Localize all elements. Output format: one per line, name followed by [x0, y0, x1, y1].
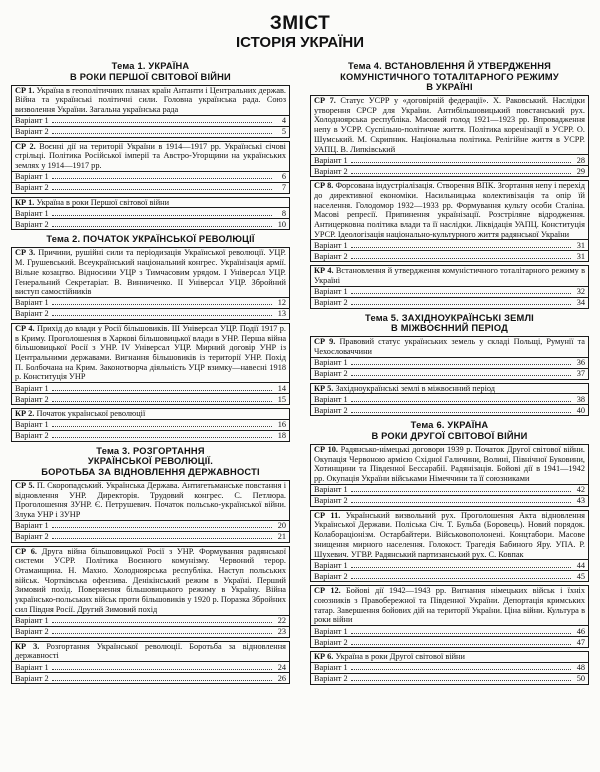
page-number: 4	[281, 116, 286, 126]
page-number: 34	[576, 298, 585, 308]
variant-row[interactable]	[11, 298, 290, 309]
lesson-entry[interactable]	[310, 265, 589, 286]
variant-label: Варіант 1	[314, 394, 348, 404]
lesson-description: Україна в роки Другої світової війни	[335, 652, 465, 662]
topic-title-line: КОМУНІСТИЧНОГО ТОТАЛІТАРНОГО РЕЖИМУ	[340, 71, 559, 82]
variant-row[interactable]	[11, 521, 290, 532]
page-number: 44	[576, 560, 585, 570]
lesson-entry[interactable]	[11, 408, 290, 420]
variant-row[interactable]	[11, 420, 290, 431]
topic-title	[310, 60, 589, 94]
lesson-code: СР 9.	[314, 337, 336, 347]
lesson-description: Воєнні дії на території України в 1914—1917 рр. Українські січові стрільці. Політика Російської імперії та Австро-Угорщини на українських землях у 1914—1917 рр.	[15, 141, 286, 171]
topic-title-line: В РОКИ ПЕРШОЇ СВІТОВОЇ ВІЙНИ	[70, 71, 231, 82]
topic-title-line: Тема 2. ПОЧАТОК УКРАЇНСЬКОЇ РЕВОЛЮЦІЇ	[46, 234, 255, 245]
page-number: 37	[576, 369, 585, 379]
dot-leader	[52, 532, 272, 539]
variant-label: Варіант 2	[314, 637, 348, 647]
variant-label: Варіант 2	[314, 369, 348, 379]
lesson-code: КР 3.	[15, 641, 40, 651]
lesson-code: СР 6.	[15, 546, 37, 556]
variant-row[interactable]	[310, 626, 589, 637]
variant-row[interactable]	[11, 183, 290, 194]
topic-title-line: Тема 1. УКРАЇНА	[111, 61, 190, 71]
lesson-entry[interactable]	[310, 95, 589, 155]
dot-leader	[52, 431, 272, 438]
dot-leader	[52, 395, 272, 402]
page-number: 15	[277, 394, 286, 404]
lesson-code: СР 2.	[15, 141, 36, 151]
variant-label: Варіант 2	[314, 674, 348, 684]
lesson-entry[interactable]	[11, 480, 290, 521]
variant-row[interactable]	[11, 394, 290, 405]
entry-gap	[11, 684, 290, 687]
lesson-code: СР 5.	[15, 480, 35, 490]
lesson-description: Український визвольний рух. Проголошення Акта відновлення Української Держави. Поліська Січ. Т. Бульба (Боровець). Новий порядок. Колабораціонізм. Остарбайтери. Військовополонені. Концтабори. Масове знищення мирного населення. Голокост. Трагедія Бабиного Яру. УПА. Р. Шухевич. УГВР. Радянський партизанський рух. С. Ковпак	[314, 510, 585, 559]
variant-label: Варіант 1	[15, 521, 49, 531]
lesson-code: КР 6.	[314, 652, 334, 662]
page-subtitle: ІСТОРІЯ УКРАЇНИ	[236, 34, 364, 51]
variant-label: Варіант 1	[314, 287, 348, 297]
variant-label: Варіант 2	[314, 405, 348, 415]
page-number: 38	[576, 394, 585, 404]
page-number: 16	[277, 420, 286, 430]
left-column	[11, 60, 290, 687]
lesson-entry[interactable]	[11, 641, 290, 662]
variant-row[interactable]	[310, 571, 589, 582]
variant-label: Варіант 2	[314, 251, 348, 261]
lesson-description: Західноукраїнські землі в міжвоєнний період	[335, 383, 496, 393]
lesson-description: Статус УСРР у «договірній федерації». Х. Раковський. Наслідки утворення СРСР для України. Антибільшовицький повстанський рух. Холодноярська республіка. Масовий голод 1921—1923 рр. Впровадження непу в УСРР. Суспільно-політичне життя. Політика коренізації в УСРР. О. Шумський. М. Скрипник. Національна політика. Релігійне життя в УСРР. УАПЦ. В. Липківський	[314, 96, 585, 154]
lesson-code: СР 7.	[314, 96, 336, 105]
dot-leader	[351, 406, 571, 413]
dot-leader	[351, 241, 571, 248]
dot-leader	[52, 309, 272, 316]
dot-leader	[351, 627, 571, 634]
entry-gap	[310, 685, 589, 688]
dot-leader	[52, 384, 272, 391]
topic-title-line: БОРОТЬБА ЗА ВІДНОВЛЕННЯ ДЕРЖАВНОСТІ	[41, 466, 260, 477]
topic-title-line: Тема 5. ЗАХІДНОУКРАЇНСЬКІ ЗЕМЛІ	[365, 312, 534, 323]
variant-label: Варіант 2	[314, 166, 348, 176]
dot-leader	[52, 220, 272, 227]
variant-row[interactable]	[310, 369, 589, 380]
variant-row[interactable]	[11, 208, 290, 219]
lesson-entry[interactable]	[11, 323, 290, 383]
variant-row[interactable]	[310, 240, 589, 251]
lesson-code: КР 2.	[15, 409, 35, 419]
dot-leader	[52, 209, 272, 216]
dot-leader	[52, 627, 272, 634]
page-number: 13	[277, 309, 286, 319]
variant-row[interactable]	[11, 309, 290, 320]
lesson-description: Правовий статус українських земель у складі Польщі, Румунії та Чехословаччини	[314, 337, 585, 357]
variant-row[interactable]	[310, 674, 589, 685]
variant-label: Варіант 1	[15, 298, 49, 308]
page-number: 31	[576, 251, 585, 261]
lesson-description: Радянсько-німецькі договори 1939 р. Початок Другої світової війни. Окупація Червоною армією Східної Галичини, Волині, Північної Буковини, Хотинщини та Південної Бессарабії. Радянізація. Бойові дії в 1941—1942 рр. Окупація України військами Німеччини та її союзниками	[314, 444, 585, 484]
lesson-code: КР 4.	[314, 266, 334, 276]
variant-label: Варіант 2	[15, 219, 49, 229]
page-number: 32	[576, 287, 585, 297]
variant-row[interactable]	[310, 560, 589, 571]
lesson-code: СР 12.	[314, 586, 341, 596]
page-number: 8	[281, 208, 286, 218]
dot-leader	[351, 395, 571, 402]
dot-leader	[52, 674, 272, 681]
variant-row[interactable]	[310, 166, 589, 177]
page-number: 48	[576, 663, 585, 673]
page-number: 40	[576, 405, 585, 415]
variant-label: Варіант 1	[314, 663, 348, 673]
dot-leader	[351, 369, 571, 376]
page-number: 29	[576, 166, 585, 176]
topic-title-line: Тема 4. ВСТАНОВЛЕННЯ Й УТВЕРДЖЕННЯ	[348, 61, 551, 71]
variant-row[interactable]	[11, 172, 290, 183]
dot-leader	[52, 127, 272, 134]
lesson-description: Встановлення й утвердження комуністичного тоталітарного режиму в Україні	[314, 266, 585, 286]
variant-label: Варіант 2	[314, 571, 348, 581]
page-number: 26	[277, 673, 286, 683]
page-number: 7	[281, 183, 286, 193]
lesson-entry[interactable]	[11, 141, 290, 172]
variant-row[interactable]	[11, 673, 290, 684]
dot-leader	[351, 167, 571, 174]
page-number: 28	[576, 155, 585, 165]
variant-label: Варіант 2	[15, 309, 49, 319]
lesson-entry[interactable]	[310, 585, 589, 626]
dot-leader	[52, 616, 272, 623]
page-number: 43	[576, 496, 585, 506]
lesson-entry[interactable]	[310, 180, 589, 240]
variant-label: Варіант 1	[314, 485, 348, 495]
variant-label: Варіант 1	[314, 626, 348, 636]
variant-row[interactable]	[11, 127, 290, 138]
variant-label: Варіант 2	[15, 673, 49, 683]
lesson-description: Прихід до влади у Росії більшовиків. III Універсал УЦР. Події 1917 р. в Криму. Проголошення в Харкові більшовицької влади в УНР. Перша війна більшовицької Росії з УНР. IV Універсал УЦР. Мирний договір УНР із Центральними державами. Вигнання більшовиків із території УНР. Похід П. Болбочана на Крим. Законотворча діяльність УЦР взимку—навесні 1918 р. Конституція УНР	[15, 323, 287, 382]
dot-leader	[52, 298, 272, 305]
right-column	[310, 60, 589, 688]
lesson-description: Початок української революції	[36, 409, 146, 419]
lesson-entry[interactable]	[310, 336, 589, 357]
lesson-entry[interactable]	[11, 85, 290, 116]
variant-label: Варіант 1	[15, 662, 49, 672]
dot-leader	[351, 358, 571, 365]
variant-label: Варіант 2	[15, 183, 49, 193]
topic-title	[310, 312, 589, 335]
variant-label: Варіант 2	[314, 298, 348, 308]
topic-title	[310, 419, 589, 442]
variant-label: Варіант 1	[314, 240, 348, 250]
topic-title-line: В УКРАЇНІ	[426, 82, 473, 92]
page-number: 23	[277, 627, 286, 637]
toc-header	[0, 14, 600, 51]
page-number: 36	[576, 358, 585, 368]
topic-title	[11, 445, 290, 479]
page-number: 12	[277, 298, 286, 308]
variant-row[interactable]	[310, 298, 589, 309]
lesson-description: Причини, рушійні сили та періодизація Української революції. УЦР. М. Грушевський. Всеукраїнський національний конгрес. Українізація армії. Вільне козацтво. Відносини УЦР з Тимчасовим урядом. I Універсал УЦР. Генеральний Секретаріат. В. Винниченко. II Універсал УЦР. Збройний виступ самостійників	[15, 248, 287, 297]
lesson-entry[interactable]	[310, 444, 589, 485]
lesson-code: СР 1.	[15, 85, 35, 95]
variant-row[interactable]	[310, 394, 589, 405]
lesson-code: СР 8.	[314, 181, 334, 191]
variant-label: Варіант 1	[15, 420, 49, 430]
variant-label: Варіант 1	[15, 116, 49, 126]
page-number: 45	[576, 571, 585, 581]
dot-leader	[52, 183, 272, 190]
page-number: 24	[277, 662, 286, 672]
variant-label: Варіант 1	[15, 208, 49, 218]
variant-row[interactable]	[11, 627, 290, 638]
variant-label: Варіант 1	[314, 155, 348, 165]
variant-row[interactable]	[310, 155, 589, 166]
variant-row[interactable]	[11, 662, 290, 673]
variant-label: Варіант 2	[15, 532, 49, 542]
page-number: 42	[576, 485, 585, 495]
variant-row[interactable]	[11, 616, 290, 627]
dot-leader	[351, 156, 571, 163]
page-number: 47	[576, 637, 585, 647]
lesson-code: СР 11.	[314, 510, 341, 520]
dot-leader	[52, 521, 272, 528]
page-number: 46	[576, 626, 585, 636]
topic-title-line: В МІЖВОЄННИЙ ПЕРІОД	[391, 323, 508, 334]
variant-row[interactable]	[310, 251, 589, 262]
dot-leader	[351, 496, 571, 503]
dot-leader	[351, 663, 571, 670]
topic-title-line: В РОКИ ДРУГОЇ СВІТОВОЇ ВІЙНИ	[371, 430, 528, 441]
variant-row[interactable]	[11, 383, 290, 394]
lesson-entry[interactable]	[310, 651, 589, 663]
lesson-code: КР 1.	[15, 197, 35, 207]
page-number: 14	[277, 383, 286, 393]
variant-label: Варіант 1	[15, 383, 49, 393]
dot-leader	[351, 485, 571, 492]
page-number: 21	[277, 532, 286, 542]
variant-row[interactable]	[11, 116, 290, 127]
lesson-description: Україна в роки Першої світової війни	[36, 197, 170, 207]
lesson-description: Друга війна більшовицької Росії з УНР. Формування радянської системи УСРР. Політика Воєнного комунізму. Червоний терор. Отаманщина. Н. Махно. Холодноярська республіка. Наступ польських військ. Чортківська офензива. Денікінський режим в Україні. Перший Зимовий похід. Повернення більшовицького режиму в Україну. Війна українсько-польських військ проти більшовиків у 1920 р. Поразка Збройних сил Півдня Росії. Другий Зимовий похід	[15, 546, 287, 614]
dot-leader	[351, 298, 571, 305]
lesson-entry[interactable]	[11, 546, 290, 616]
lesson-description: Україна в геополітичних планах країн Антанти і Центральних держав. Війна та українські політичні сили. Головна українська рада. Союз визволення України. Загальна українська рада	[15, 85, 287, 114]
page-number: 5	[281, 127, 286, 137]
dot-leader	[351, 287, 571, 294]
dot-leader	[351, 674, 571, 681]
lesson-entry[interactable]	[310, 383, 589, 395]
variant-row[interactable]	[310, 358, 589, 369]
topic-title-line: УКРАЇНСЬКОЇ РЕВОЛЮЦІЇ.	[87, 456, 214, 467]
variant-row[interactable]	[310, 496, 589, 507]
topic-title-line: Тема 6. УКРАЇНА	[410, 420, 489, 431]
lesson-description: Бойові дії 1942—1943 рр. Вигнання німецьких військ і їхніх союзників з Правобережної та Південної України. Депортація кримських татар. Завершення бойових дій на території України. Ціна війни. Культура в роки війни	[314, 586, 585, 625]
variant-label: Варіант 2	[314, 496, 348, 506]
variant-row[interactable]	[310, 663, 589, 674]
variant-label: Варіант 2	[15, 127, 49, 137]
variant-label: Варіант 2	[15, 627, 49, 637]
lesson-code: КР 5.	[314, 383, 334, 393]
page-title: ЗМІСТ	[269, 13, 331, 34]
variant-row[interactable]	[11, 431, 290, 442]
variant-row[interactable]	[11, 219, 290, 230]
topic-title	[11, 233, 290, 246]
lesson-code: СР 3.	[15, 248, 36, 258]
variant-row[interactable]	[310, 405, 589, 416]
dot-leader	[351, 572, 571, 579]
variant-label: Варіант 2	[15, 394, 49, 404]
topic-title	[11, 60, 290, 83]
variant-row[interactable]	[310, 637, 589, 648]
dot-leader	[351, 252, 571, 259]
lesson-description: П. Скоропадський. Українська Держава. Антигетьманське повстання і відновлення УНР. Директорія. Трудовий конгрес. С. Петлюра. Проголошення ЗУНР. Є. Петрушевич. Початок польсько-української війни. Злука УНР і ЗУНР	[15, 480, 287, 519]
dot-leader	[52, 420, 272, 427]
page-number: 20	[277, 521, 286, 531]
lesson-description: Форсована індустріалізація. Створення ВПК. Згортання непу і перехід до директивної економіки. Насильницька колективізація та опір їй населення. Голодомор 1932—1933 рр. Формування культу особи Сталіна. Масові репресії. Припинення українізації. Розстріляне відродження. Антицерковна політика влади та її наслідки. Ліквідація УАПЦ. Конституція УРСР. Ідеологізація національно-культурного життя радянської України	[314, 181, 586, 239]
variant-row[interactable]	[11, 532, 290, 543]
lesson-entry[interactable]	[310, 510, 589, 561]
dot-leader	[52, 172, 272, 179]
dot-leader	[52, 663, 272, 670]
variant-label: Варіант 1	[314, 358, 348, 368]
page-number: 22	[277, 616, 286, 626]
page-number: 10	[277, 219, 286, 229]
lesson-entry[interactable]	[11, 247, 290, 298]
variant-row[interactable]	[310, 485, 589, 496]
variant-label: Варіант 1	[15, 616, 49, 626]
topic-title-line: Тема 3. РОЗГОРТАННЯ	[96, 445, 205, 456]
dot-leader	[351, 561, 571, 568]
dot-leader	[52, 116, 272, 123]
variant-label: Варіант 2	[15, 431, 49, 441]
dot-leader	[351, 638, 571, 645]
page-number: 18	[277, 431, 286, 441]
lesson-code: СР 10.	[314, 444, 339, 454]
variant-label: Варіант 1	[15, 172, 49, 182]
page-number: 31	[576, 240, 585, 250]
page-number: 50	[576, 674, 585, 684]
lesson-code: СР 4.	[15, 323, 35, 333]
lesson-entry[interactable]	[11, 197, 290, 209]
variant-row[interactable]	[310, 287, 589, 298]
page-number: 6	[281, 172, 286, 182]
variant-label: Варіант 1	[314, 560, 348, 570]
lesson-description: Розгортання Української революції. Боротьба за відновлення державності	[15, 641, 286, 661]
